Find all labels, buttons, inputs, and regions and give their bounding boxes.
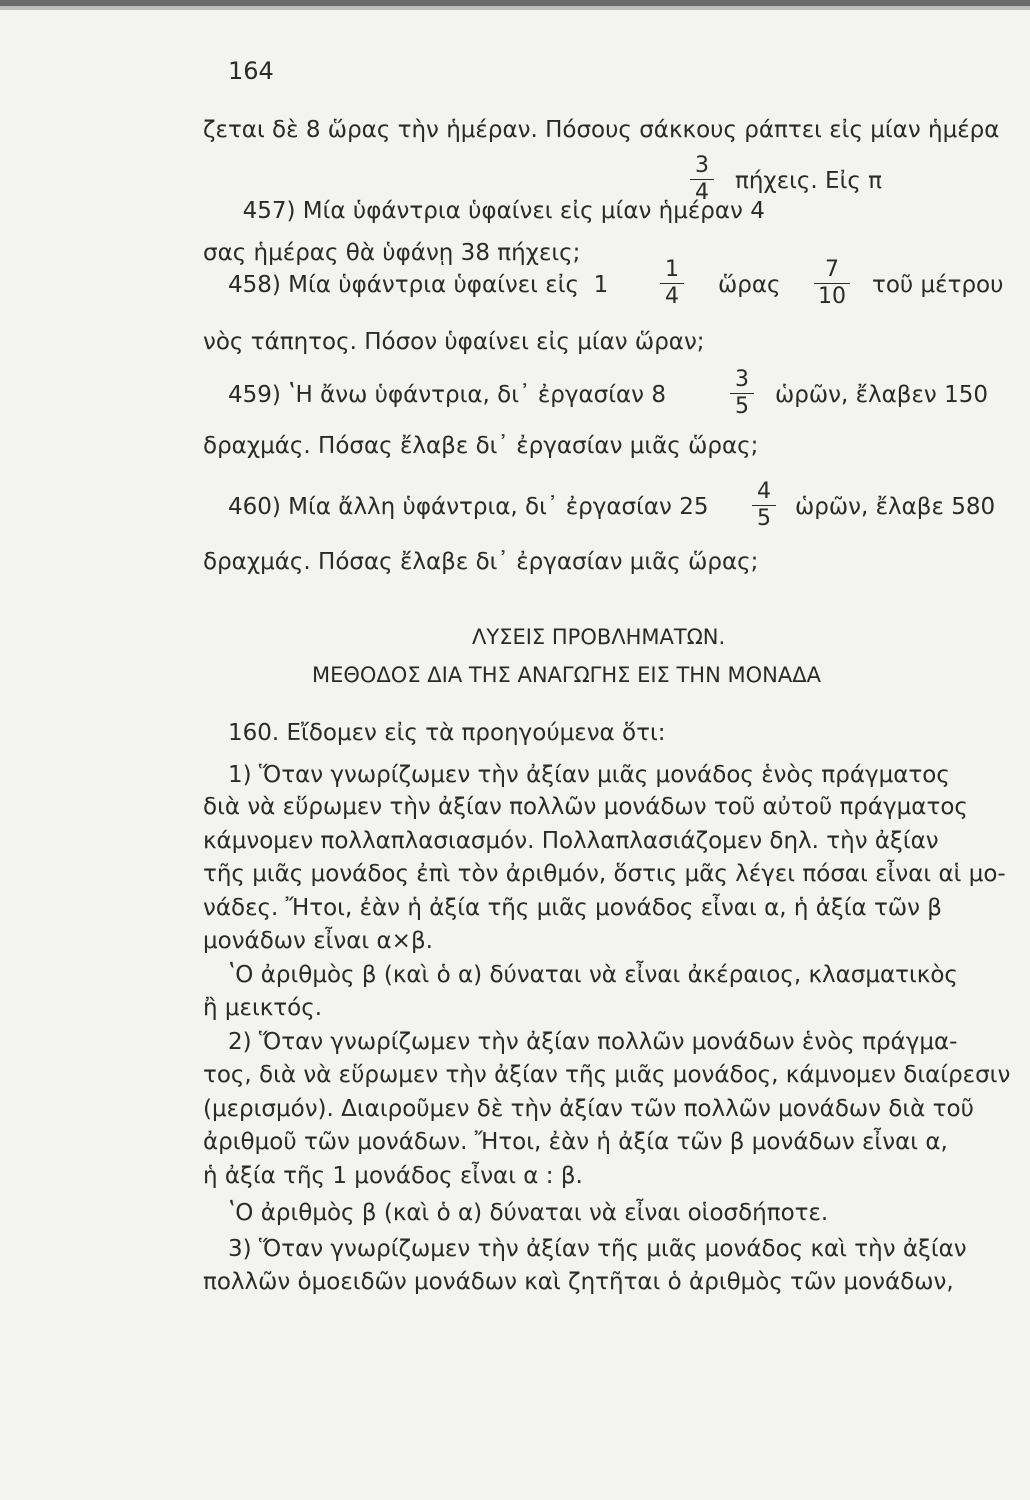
paragraph-1-line: 1) Ὅταν γνωρίζωμεν τὴν ἀξίαν μιᾶς μονάδος ἑνὸς πράγματος — [228, 762, 950, 788]
problem-460-line-2: δραχμάς. Πόσας ἔλαβε δι᾽ ἐργασίαν μιᾶς ὥρας; — [203, 549, 759, 575]
fraction-457 — [688, 153, 716, 206]
paragraph-2-line: 2) Ὅταν γνωρίζωμεν τὴν ἀξίαν πολλῶν μονάδων ἑνὸς πράγμα- — [228, 1029, 958, 1055]
fraction-458-a — [658, 257, 686, 310]
scan-top-shadow — [0, 6, 1030, 10]
paragraph-1-line: νάδες. Ἤτοι, ἐὰν ἡ ἀξία τῆς μιᾶς μονάδος εἶναι α, ἡ ἀξία τῶν β — [203, 895, 942, 921]
paragraph-2-line: ἡ ἀξία τῆς 1 μονάδος εἶναι α : β. — [203, 1163, 583, 1189]
paragraph-1-line: κάμνομεν πολλαπλασιασμόν. Πολλαπλασιάζομεν δηλ. τὴν ἀξίαν — [203, 828, 939, 854]
fraction-459 — [728, 367, 756, 420]
section-160-intro: 160. Εἴδομεν εἰς τὰ προηγούμενα ὅτι: — [228, 720, 666, 746]
paragraph-2-line: (μερισμόν). Διαιροῦμεν δὲ τὴν ἀξίαν τῶν πολλῶν μονάδων διὰ τοῦ — [203, 1096, 974, 1122]
problem-457-line-2: σας ἡμέρας θὰ ὑφάνῃ 38 πήχεις; — [203, 240, 581, 266]
fraction-numerator: 3 — [695, 153, 709, 178]
paragraph-1-line: μονάδων εἶναι α×β. — [203, 928, 433, 954]
paragraph-1-line: διὰ νὰ εὕρωμεν τὴν ἀξίαν πολλῶν μονάδων τοῦ αὐτοῦ πράγματος — [203, 794, 968, 820]
problem-459-line-1: 459) ʽΗ ἄνω ὑφάντρια, δι᾽ ἐργασίαν 8 — [228, 382, 666, 408]
problem-459-line-2: δραχμάς. Πόσας ἔλαβε δι᾽ ἐργασίαν μιᾶς ὥρας; — [203, 433, 759, 459]
problem-458-text-mid: ὥρας — [718, 272, 781, 298]
paragraph-2-line: τος, διὰ νὰ εὕρωμεν τὴν ἀξίαν τῆς μιᾶς μονάδος, κάμνομεν διαίρεσιν — [203, 1062, 1011, 1088]
fraction-numerator: 3 — [735, 367, 749, 392]
problem-458-line-2: νὸς τάπητος. Πόσον ὑφαίνει εἰς μίαν ὥραν; — [203, 329, 705, 355]
fraction-460 — [750, 479, 778, 532]
problem-459-text-end: ὡρῶν, ἔλαβεν 150 — [775, 382, 988, 408]
fraction-458-b — [812, 257, 852, 310]
problem-458-text-end: τοῦ μέτρου — [872, 272, 1004, 298]
fraction-numerator: 7 — [825, 257, 839, 282]
paragraph-1-line: τῆς μιᾶς μονάδος ἐπὶ τὸν ἀριθμόν, ὅστις μᾶς λέγει πόσαι εἶναι αἱ μο- — [203, 861, 1006, 887]
problem-457-text-end: πήχεις. Εἰς π — [735, 168, 883, 194]
paragraph-1b-line: ἢ μεικτός. — [203, 995, 323, 1021]
page-number: 164 — [228, 57, 274, 85]
section-subheading: ΜΕΘΟΔΟΣ ΔΙΑ ΤΗΣ ΑΝΑΓΩΓΗΣ ΕΙΣ ΤΗΝ ΜΟΝΑΔΑ — [312, 663, 821, 687]
fraction-numerator: 4 — [757, 479, 771, 504]
paragraph-1b-line: ʽΟ ἀριθμὸς β (καὶ ὁ α) δύναται νὰ εἶναι ἀκέραιος, κλασματικὸς — [228, 962, 958, 988]
fraction-denominator: 4 — [665, 284, 679, 309]
text-line: ζεται δὲ 8 ὥρας τὴν ἡμέραν. Πόσους σάκκους ράπτει εἰς μίαν ἡμέρα — [203, 117, 1000, 143]
section-heading: ΛΥΣΕΙΣ ΠΡΟΒΛΗΜΑΤΩΝ. — [472, 625, 726, 649]
fraction-denominator: 5 — [735, 394, 749, 419]
problem-460-line-1: 460) Μία ἄλλη ὑφάντρια, δι᾽ ἐργασίαν 25 — [228, 494, 709, 520]
paragraph-3-line: πολλῶν ὁμοειδῶν μονάδων καὶ ζητῆται ὁ ἀριθμὸς τῶν μονάδων, — [203, 1269, 954, 1295]
paragraph-2b-line: ʽΟ ἀριθμὸς β (καὶ ὁ α) δύναται νὰ εἶναι οἱοσδήποτε. — [228, 1200, 829, 1226]
problem-458-line-1: 458) Μία ὑφάντρια ὑφαίνει εἰς 1 — [228, 272, 609, 298]
problem-460-text-end: ὡρῶν, ἔλαβε 580 — [795, 494, 996, 520]
paragraph-2-line: ἀριθμοῦ τῶν μονάδων. Ἤτοι, ἐὰν ἡ ἀξία τῶν β μονάδων εἶναι α, — [203, 1129, 948, 1155]
fraction-denominator: 4 — [695, 180, 709, 205]
fraction-denominator: 5 — [757, 506, 771, 531]
paragraph-3-line: 3) Ὅταν γνωρίζωμεν τὴν ἀξίαν τῆς μιᾶς μονάδος καὶ τὴν ἀξίαν — [228, 1236, 967, 1262]
fraction-numerator: 1 — [665, 257, 679, 282]
problem-457-text: 457) Μία ὑφάντρια ὑφαίνει εἰς μίαν ἡμέραν 4 — [242, 198, 765, 224]
fraction-denominator: 10 — [818, 284, 846, 309]
